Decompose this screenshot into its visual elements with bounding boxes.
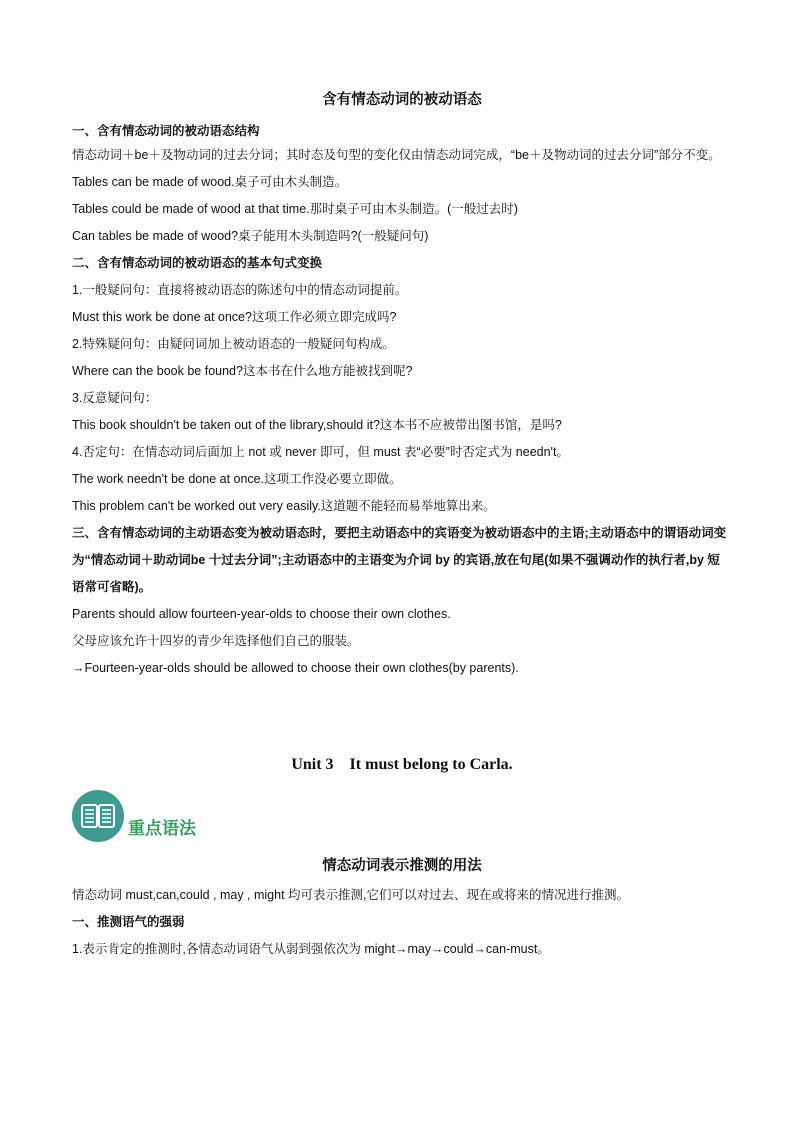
example-sentence: Tables could be made of wood at that time.那时桌子可由木头制造。(一般过去时)	[72, 202, 518, 216]
badge-label: 重点语法	[128, 819, 196, 838]
example-sentence: Tables can be made of wood.桌子可由木头制造。	[72, 175, 348, 189]
example-sentence: →Fourteen-year-olds should be allowed to choose their own clothes(by parents).	[72, 661, 519, 675]
example-sentence: Can tables be made of wood?桌子能用木头制造吗?(一般疑问句)	[72, 229, 429, 243]
subheading-speculation-strength: 一、推测语气的强弱	[72, 915, 185, 929]
key-grammar-badge	[72, 784, 732, 842]
example-sentence: Parents should allow fourteen-year-olds to choose their own clothes.	[72, 607, 451, 621]
example-sentence: Must this work be done at once?这项工作必须立即完成吗?	[72, 310, 397, 324]
example-sentence: Where can the book be found?这本书在什么地方能被找到呢?	[72, 364, 413, 378]
subheading-transformations: 二、含有情态动词的被动语态的基本句式变换	[72, 256, 323, 270]
rule-special-question: 2.特殊疑问句：由疑问词加上被动语态的一般疑问句构成。	[72, 337, 395, 351]
paragraph-structure: 情态动词＋be＋及物动词的过去分词；其时态及句型的变化仅由情态动词完成，“be＋及物动词的过去分词”部分不变。	[72, 148, 721, 162]
section-title: 情态动词表示推测的用法	[322, 858, 482, 874]
example-translation: 父母应该允许十四岁的青少年选择他们自己的服装。	[72, 634, 360, 648]
unit-title: Unit 3 It must belong to Carla.	[291, 756, 513, 773]
example-sentence: This book shouldn't be taken out of the library,should it?这本书不应被带出图书馆，是吗?	[72, 418, 562, 432]
badge-circle	[72, 790, 124, 842]
document-page	[72, 90, 732, 963]
example-sentence: The work needn't be done at once.这项工作没必要立即做。	[72, 472, 402, 486]
book-icon	[81, 803, 115, 829]
section-title: 含有情态动词的被动语态	[322, 92, 482, 108]
example-sentence: This problem can't be worked out very easily.这道题不能轻而易举地算出来。	[72, 499, 496, 513]
paragraph-modal-speculation: 情态动词 must,can,could , may , might 均可表示推测,它们可以对过去、现在或将来的情况进行推测。	[72, 888, 630, 902]
rule-tag-question: 3.反意疑问句：	[72, 391, 158, 405]
rule-general-question: 1.一般疑问句：直接将被动语态的陈述句中的情态动词提前。	[72, 283, 408, 297]
subheading-active-to-passive: 三、含有情态动词的主动语态变为被动语态时，要把主动语态中的宾语变为被动语态中的主语;主动语态中的谓语动词变为“情态动词＋助动词be 十过去分词”;主动语态中的主语变为介词 by 的宾语,放在句尾(如果不强调动作的执行者,by 短语常可省略)。	[72, 526, 727, 594]
rule-negative: 4.否定句：在情态动词后面加上 not 或 never 即可，但 must 表“必要”时否定式为 needn't。	[72, 445, 569, 459]
paragraph-affirmative-speculation: 1.表示肯定的推测时,各情态动词语气从弱到强依次为 might→may→could→can-must。	[72, 942, 550, 956]
subheading-structure: 一、含有情态动词的被动语态结构	[72, 124, 260, 138]
